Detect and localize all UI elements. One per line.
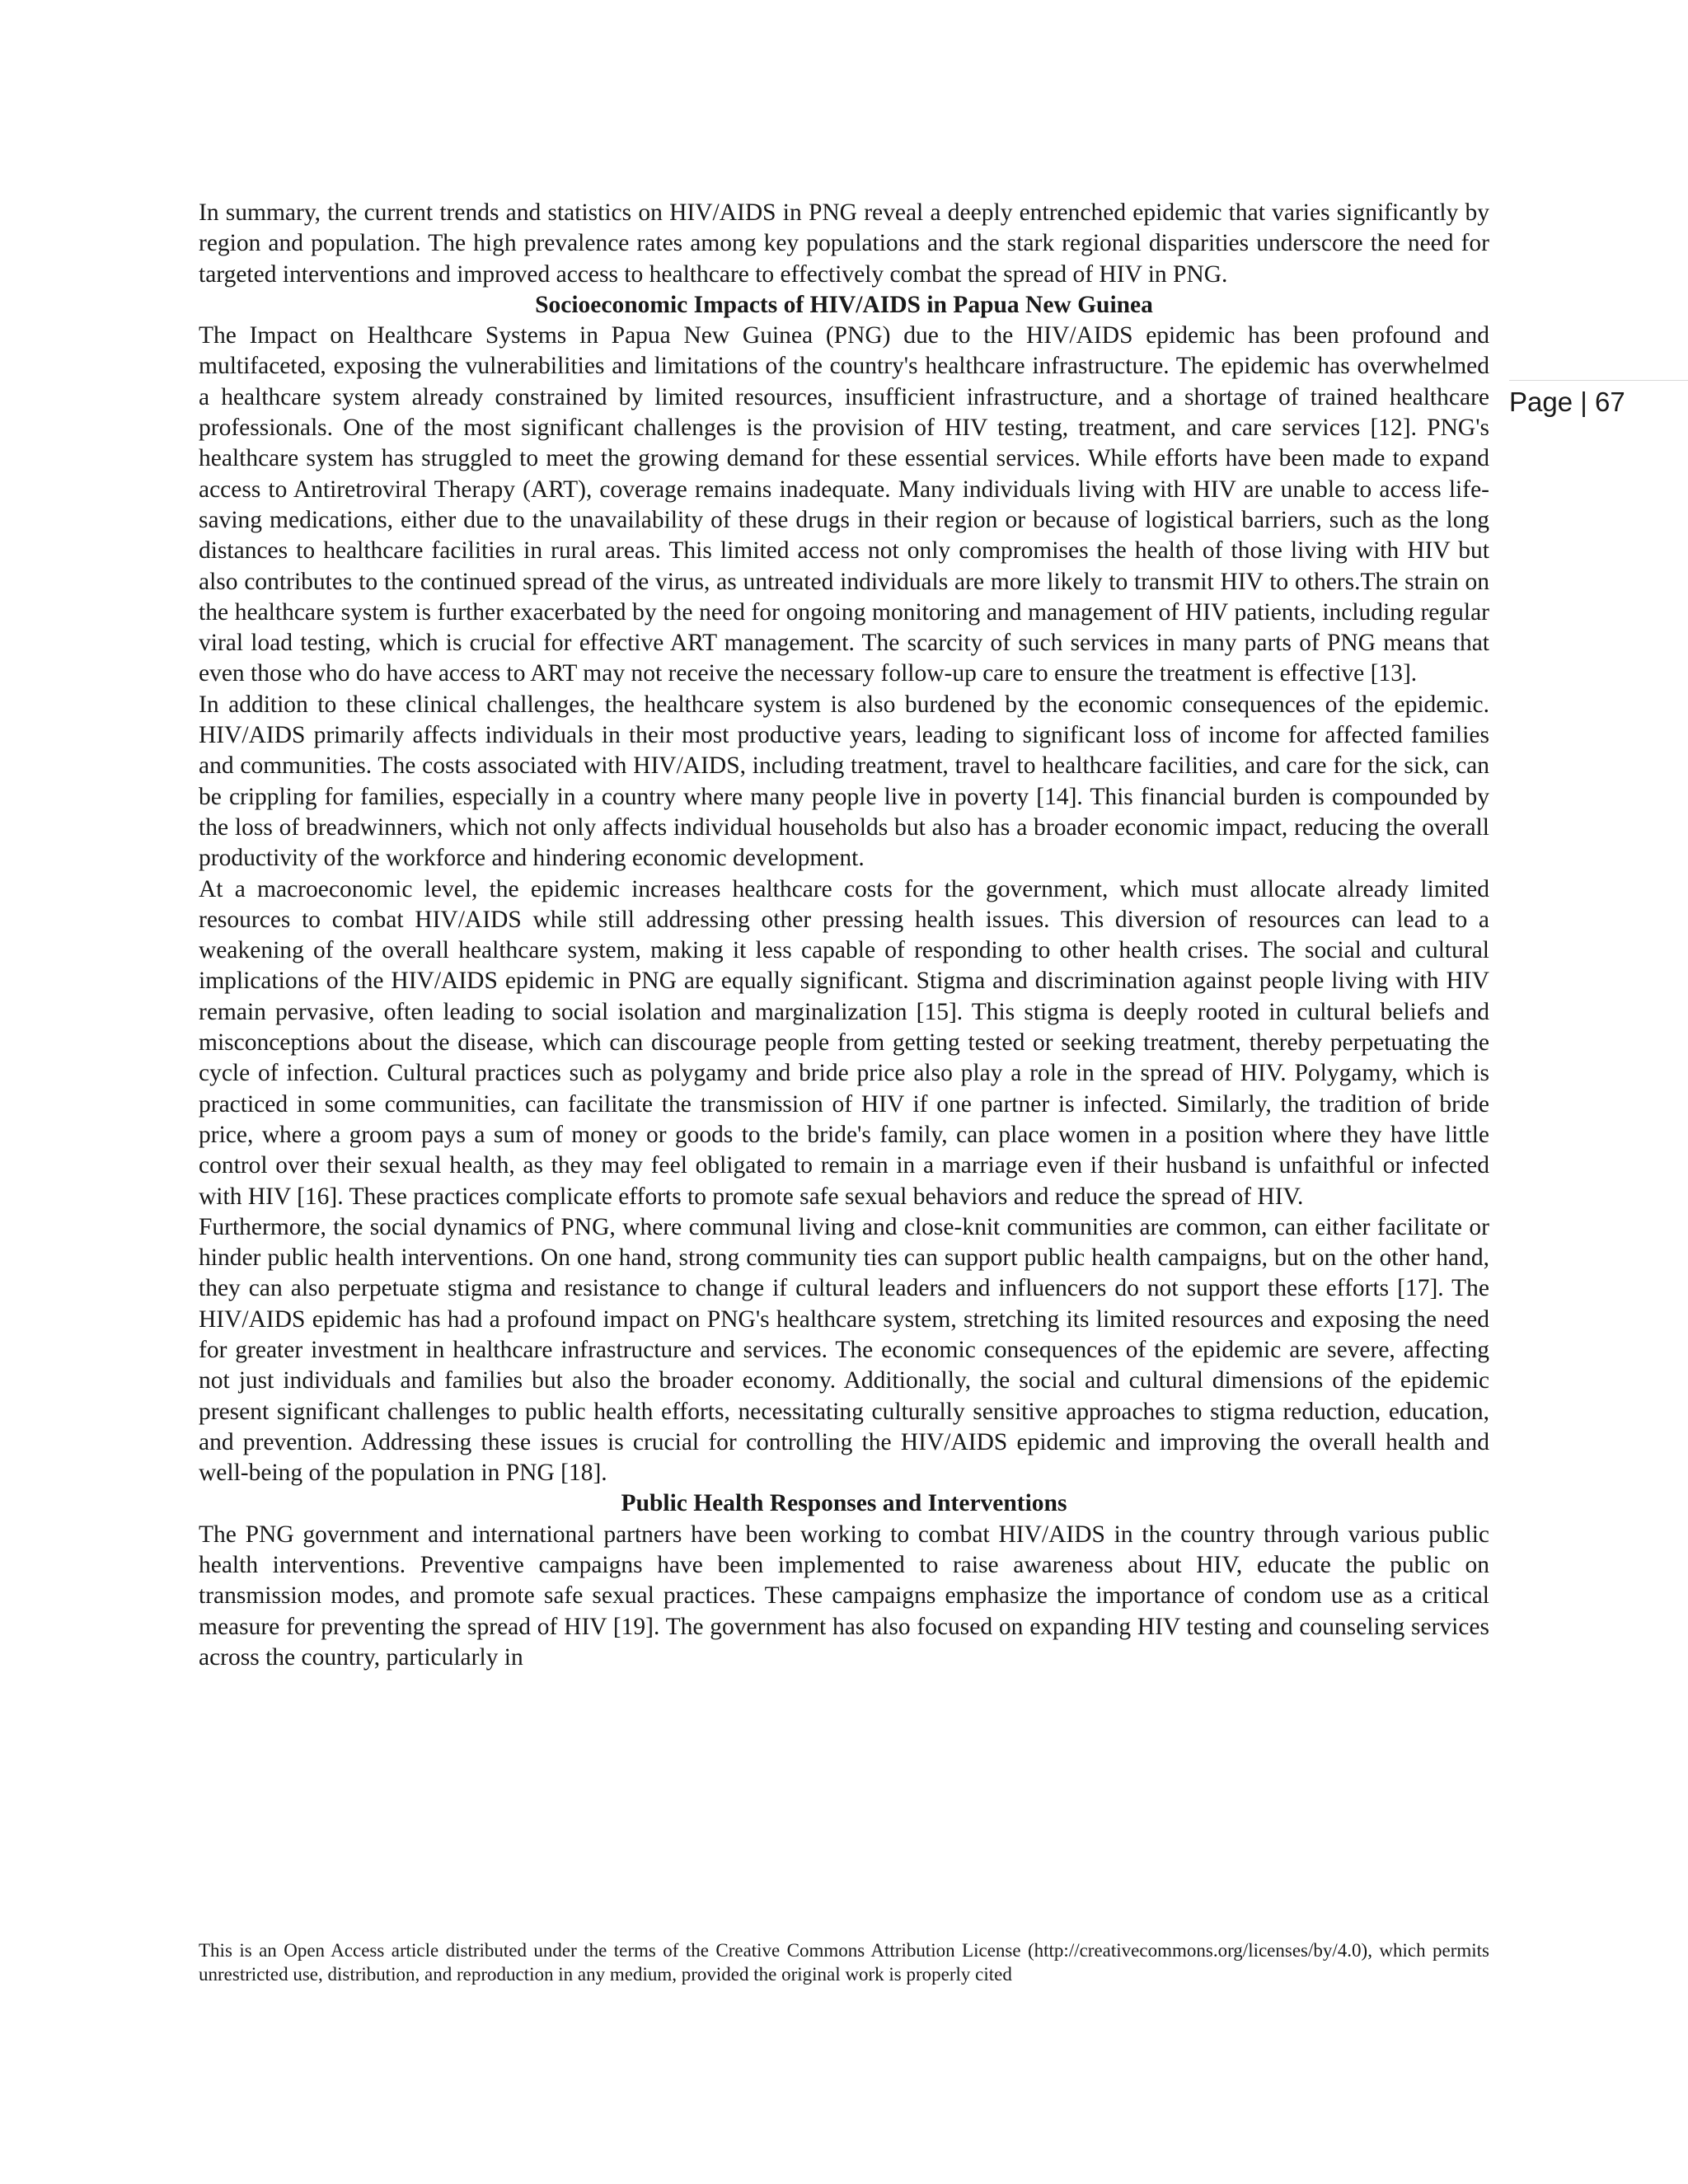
article-body <box>199 198 1489 1673</box>
paragraph-macroeconomic-social: At a macroeconomic level, the epidemic increases healthcare costs for the government, which must allocate already limited resources to combat HIV/AIDS while still addressing other pressing health issues. This diversion of resources can lead to a weakening of the overall healthcare system, making it less capable of responding to other health crises. The social and cultural implications of the HIV/AIDS epidemic in PNG are equally significant. Stigma and discrimination against people living with HIV remain pervasive, often leading to social isolation and marginalization [15]. This stigma is deeply rooted in cultural beliefs and misconceptions about the disease, which can discourage people from getting tested or seeking treatment, thereby perpetuating the cycle of infection. Cultural practices such as polygamy and bride price also play a role in the spread of HIV. Polygamy, which is practiced in some communities, can facilitate the transmission of HIV if one partner is infected. Similarly, the tradition of bride price, where a groom pays a sum of money or goods to the bride's family, can place women in a position where they have little control over their sexual health, as they may feel obligated to remain in a marriage even if their husband is unfaithful or infected with HIV [16]. These practices complicate efforts to promote safe sexual behaviors and reduce the spread of HIV. <box>199 875 1489 1210</box>
page-number: Page | 67 <box>1509 380 1688 419</box>
paragraph-public-health-interventions: The PNG government and international partners have been working to combat HIV/AIDS in the country through various public health interventions. Preventive campaigns have been implemented to raise awareness about HIV, educate the public on transmission modes, and promote safe sexual practices. These campaigns emphasize the importance of condom use as a critical measure for preventing the spread of HIV [19]. The government has also focused on expanding HIV testing and counseling services across the country, particularly in <box>199 1521 1489 1671</box>
paragraph-economic-consequences: In addition to these clinical challenges, the healthcare system is also burdened by the economic consequences of the epidemic. HIV/AIDS primarily affects individuals in their most productive years, leading to significant loss of income for affected families and communities. The costs associated with HIV/AIDS, including treatment, travel to healthcare facilities, and care for the sick, can be crippling for families, especially in a country where many people live in poverty [14]. This financial burden is compounded by the loss of breadwinners, which not only affects individual households but also has a broader economic impact, reducing the overall productivity of the workforce and hindering economic development. <box>199 691 1489 872</box>
paragraph-healthcare-impact: The Impact on Healthcare Systems in Papua New Guinea (PNG) due to the HIV/AIDS epidemic has been profound and multifaceted, exposing the vulnerabilities and limitations of the country's healthcare infrastructure. The epidemic has overwhelmed a healthcare system already constrained by limited resources, insufficient infrastructure, and a shortage of trained healthcare professionals. One of the most significant challenges is the provision of HIV testing, treatment, and care services [12]. PNG's healthcare system has struggled to meet the growing demand for these essential services. While efforts have been made to expand access to Antiretroviral Therapy (ART), coverage remains inadequate. Many individuals living with HIV are unable to access life-saving medications, either due to the unavailability of these drugs in their region or because of logistical barriers, such as the long distances to healthcare facilities in rural areas. This limited access not only compromises the health of those living with HIV but also contributes to the continued spread of the virus, as untreated individuals are more likely to transmit HIV to others.The strain on the healthcare system is further exacerbated by the need for ongoing monitoring and management of HIV patients, including regular viral load testing, which is crucial for effective ART management. The scarcity of such services in many parts of PNG means that even those who do have access to ART may not receive the necessary follow-up care to ensure the treatment is effective [13]. <box>199 322 1489 687</box>
license-footer: This is an Open Access article distributed under the terms of the Creative Commons Attribution License (http://creativecommons.org/licenses/by/4.0), which permits unrestricted use, distribution, and reproduction in any medium, provided the original work is properly cited <box>199 1940 1489 1985</box>
paragraph-summary: In summary, the current trends and statistics on HIV/AIDS in PNG reveal a deeply entrenched epidemic that varies significantly by region and population. The high prevalence rates among key populations and the stark regional disparities underscore the need for targeted interventions and improved access to healthcare to effectively combat the spread of HIV in PNG. <box>199 199 1489 288</box>
section-heading-socioeconomic-impacts: Socioeconomic Impacts of HIV/AIDS in Papua New Guinea <box>535 291 1153 318</box>
section-heading-public-health-responses: Public Health Responses and Interventions <box>621 1490 1067 1517</box>
paragraph-social-dynamics: Furthermore, the social dynamics of PNG, where communal living and close-knit communities are common, can either facilitate or hinder public health interventions. On one hand, strong community ties can support public health campaigns, but on the other hand, they can also perpetuate stigma and resistance to change if cultural leaders and influencers do not support these efforts [17]. The HIV/AIDS epidemic has had a profound impact on PNG's healthcare system, stretching its limited resources and exposing the need for greater investment in healthcare infrastructure and services. The economic consequences of the epidemic are severe, affecting not just individuals and families but also the broader economy. Additionally, the social and cultural dimensions of the epidemic present significant challenges to public health efforts, necessitating culturally sensitive approaches to stigma reduction, education, and prevention. Addressing these issues is crucial for controlling the HIV/AIDS epidemic and improving the overall health and well-being of the population in PNG [18]. <box>199 1213 1489 1487</box>
